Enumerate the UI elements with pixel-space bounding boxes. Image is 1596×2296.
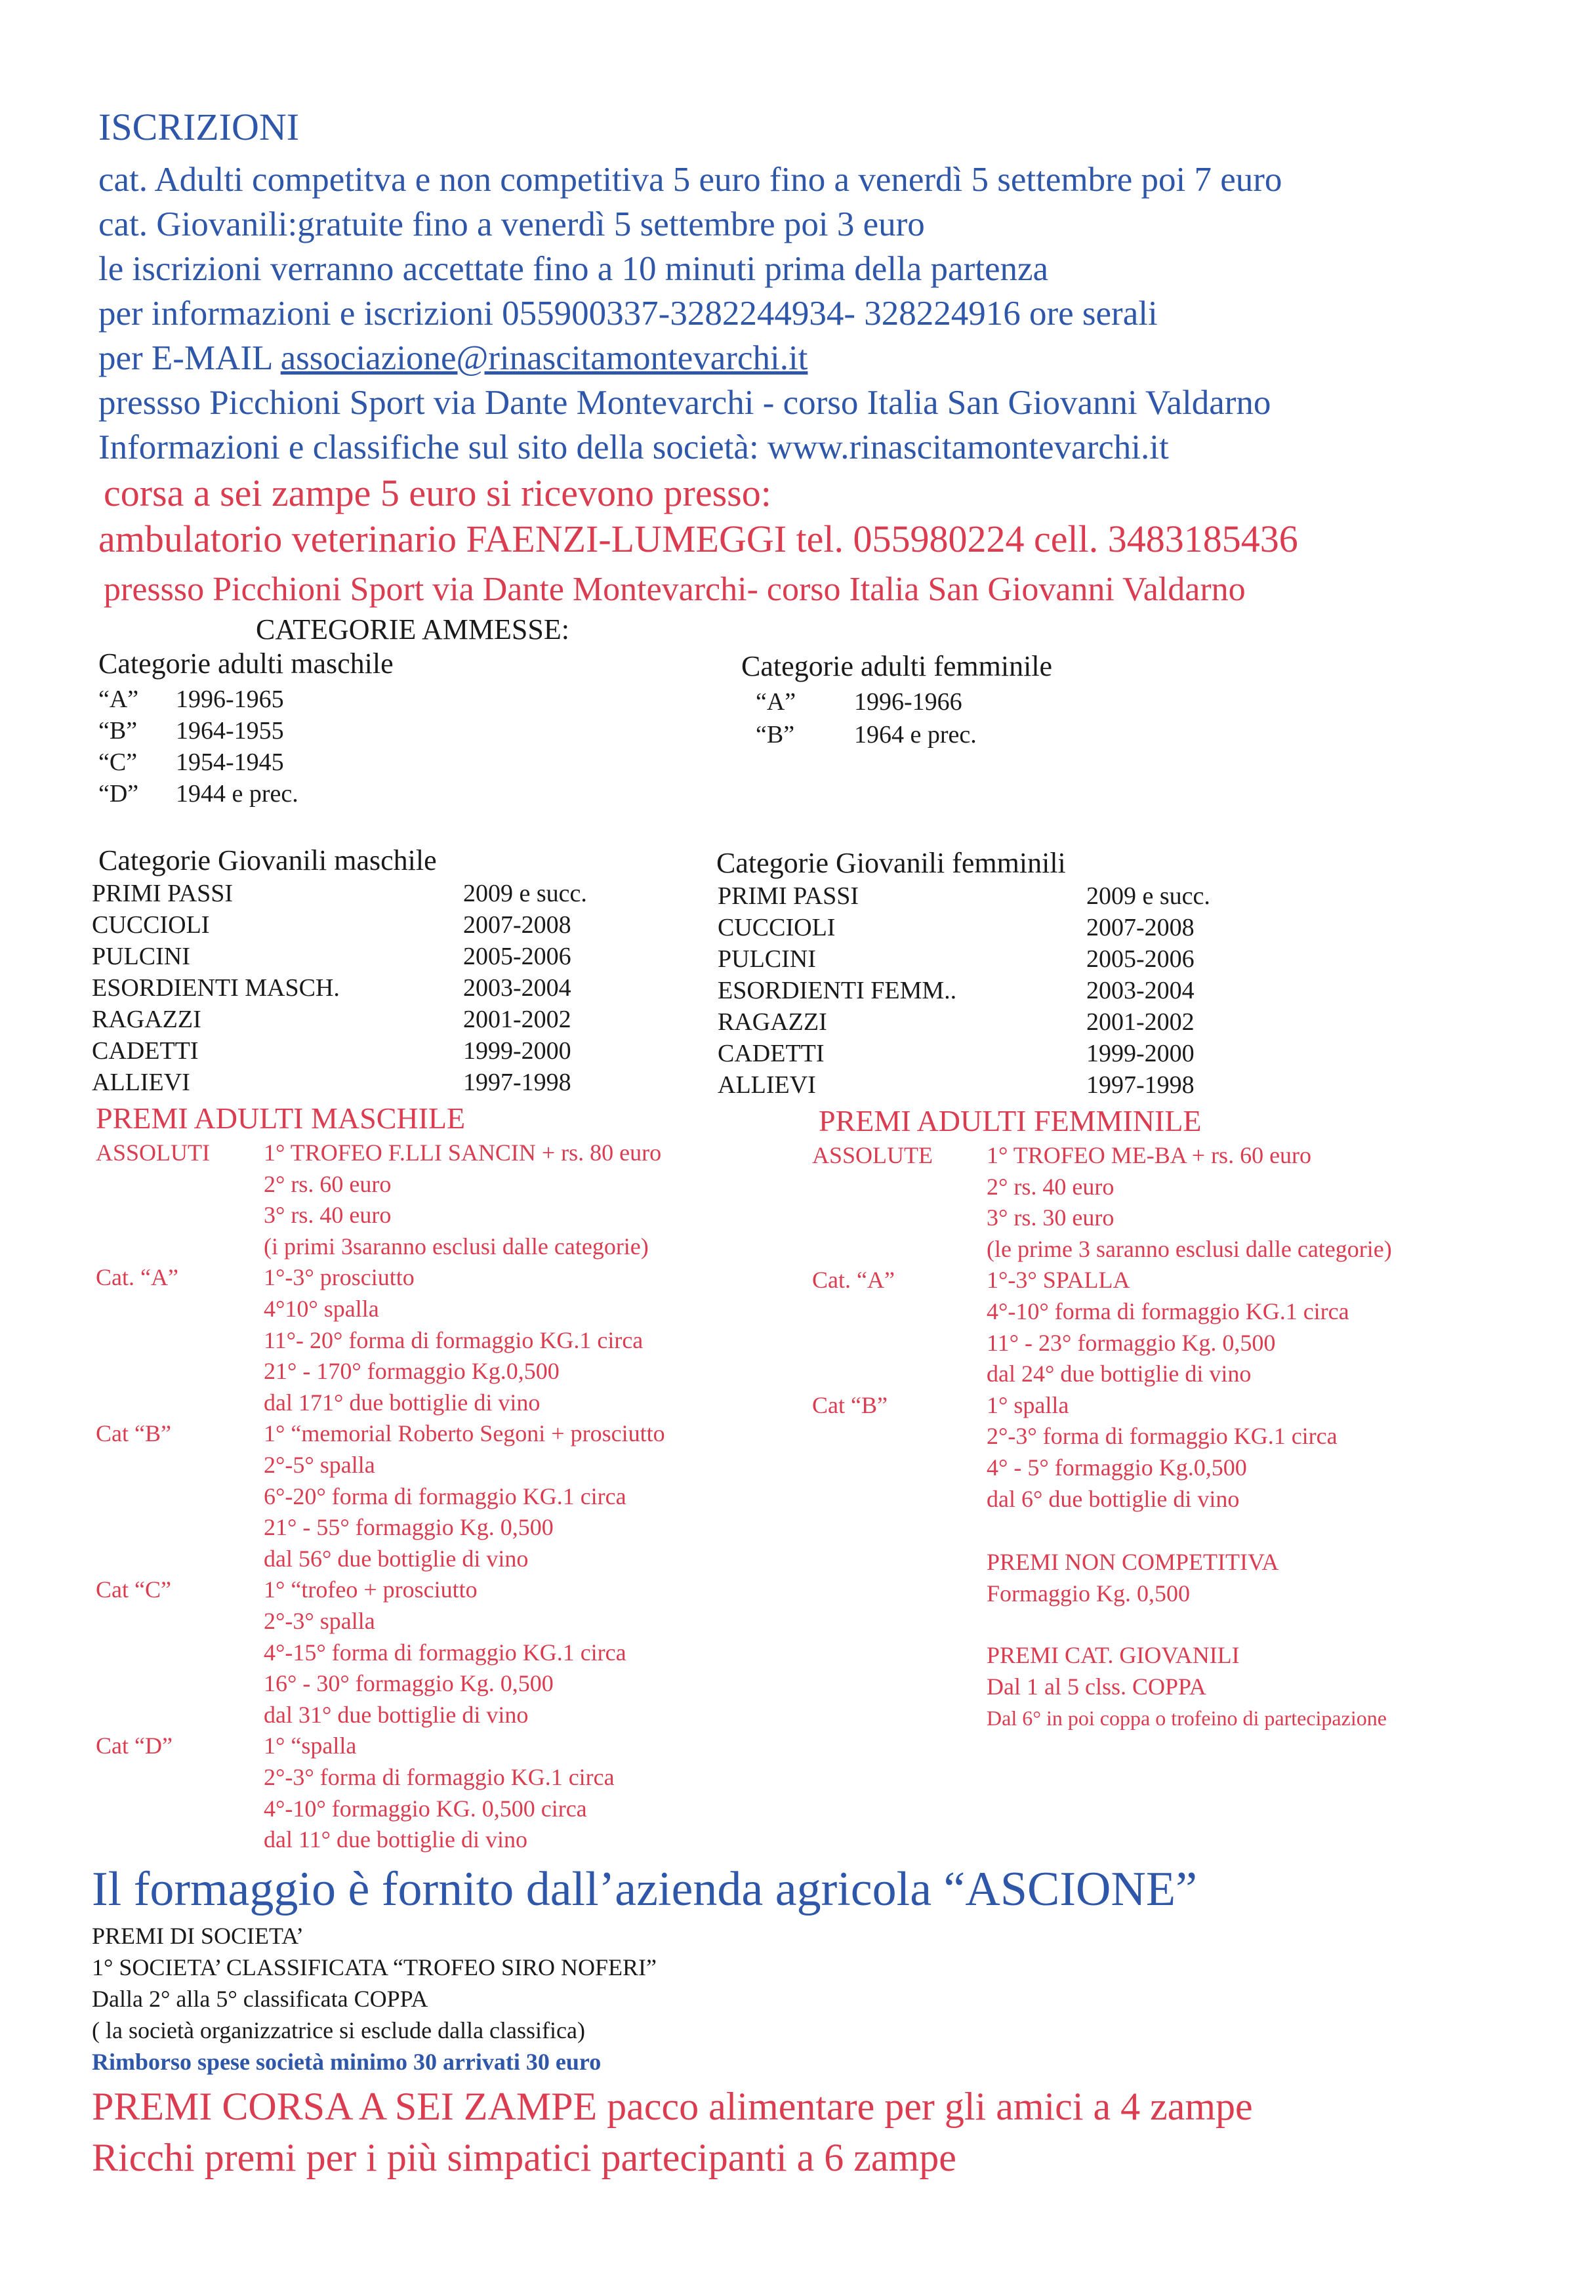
prize-category-label: Cat “C” bbox=[96, 1576, 171, 1603]
sei-zampe-line-2: ambulatorio veterinario FAENZI-LUMEGGI tel. 055980224 cell. 3483185436 bbox=[98, 518, 1298, 560]
prize-item: 1°-3° SPALLA bbox=[987, 1267, 1130, 1294]
prize-category-label: Cat “B” bbox=[96, 1420, 171, 1447]
email-link[interactable]: associazione@rinascitamontevarchi.it bbox=[280, 339, 808, 377]
prize-item: 2°-3° forma di formaggio KG.1 circa bbox=[264, 1764, 615, 1790]
sei-zampe-premi-2: Ricchi premi per i più simpatici partecipanti a 6 zampe bbox=[92, 2136, 956, 2179]
prize-item: (i primi 3saranno esclusi dalle categorie) bbox=[264, 1233, 649, 1260]
email-prefix: per E-MAIL bbox=[98, 339, 281, 377]
email-line bbox=[98, 339, 808, 377]
prize-item: 4°10° spalla bbox=[264, 1296, 379, 1322]
prize-item: 2° rs. 60 euro bbox=[264, 1170, 392, 1197]
flyer-page: ISCRIZIONI cat. Adulti competitva e non competitiva 5 euro fino a venerdì 5 settembre poi 7 euro cat. Giovanili:gratuite fino a venerdì 5 settembre poi 3 euro le iscrizioni verranno accettate fino a 10 minuti prima della partenza per informazioni e iscrizioni 055900337-3282244934- 328224916 ore serali per E-MAIL associazione@rinascitamontevarchi.it pressso Picchioni Sport via Dante Montevarchi - corso Italia San Giovanni Valdarno Informazioni e classifiche sul sito della società: www.rinascitamontevarchi.it corsa a sei zampe 5 euro si ricevono presso: ambulatorio veterinario FAENZI-LUMEGGI tel. 055980224 cell. 3483185436 pressso Picchioni Sport via Dante Montevarchi- corso Italia San Giovanni Valdarno CATEGORIE AMMESSE: Categorie adulti maschile “A” 1996-1965 “B” 1964-1955 “C” 1954-1945 “D” 1944 e prec. Categorie adulti femminile “A” 1996-1966 “B” 1964 e prec. Categorie Giovanili maschile PRIMI PASSI 2009 e succ. CUCCIOLI 2007-2008 PULCINI 2005-2006 ESORDIENTI MASCH. 2003-2004 RAGAZZI 2001-2002 CADETTI 1999-2000 ALLIEVI 1997-1998 Categorie Giovanili femminili PRIMI PASSI 2009 e succ. CUCCIOLI 2007-2008 PULCINI 2005-2006 ESORDIENTI FEMM.. 2003-2004 RAGAZZI 2001-2002 CADETTI 1999-2000 ALLIEVI 1997-1998 PREMI ADULTI MASCHILE ASSOLUTI 1° TROFEO F.LLI SANCIN + rs. 80 euro 2° rs. 60 euro 3° rs. 40 euro (i primi 3saranno esclusi dalle categorie) Cat. “A” 1°-3° prosciutto 4°10° spalla 11°- 20° forma di formaggio KG.1 circa 21° - 170° formaggio Kg.0,500 dal 171° due bottiglie di vino Cat “B” 1° “memorial Roberto Segoni + prosciutto 2°-5° spalla 6°-20° forma di formaggio KG.1 circa 21° - 55° formaggio Kg. 0,500 dal 56° due bottiglie di vino Cat “C” 1° “trofeo + prosciutto 2°-3° spalla 4°-15° forma di formaggio KG.1 circa 16° - 30° formaggio Kg. 0,500 dal 31° due bottiglie di vino Cat “D” 1° “spalla 2°-3° forma di formaggio KG.1 circa 4°-10° formaggio KG. 0,500 circa dal 11° due bottiglie di vino PREMI ADULTI FEMMINILE ASSOLUTE 1° TROFEO ME-BA + rs. 60 euro 2° rs. 40 euro 3° rs. 30 euro (le prime 3 saranno esclusi dalle categorie) Cat. “A” 1°-3° SPALLA 4°-10° forma di formaggio KG.1 circa 11° - 23° formaggio Kg. 0,500 dal 24° due bottiglie di vino Cat “B” 1° spalla 2°-3° forma di formaggio KG.1 circa 4° - 5° formaggio Kg.0,500 dal 6° due bottiglie di vino PREMI NON COMPETITIVA Formaggio Kg. 0,500 PREMI CAT. GIOVANILI Dal 1 al 5 clss. COPPA Dal 6° in poi coppa o trofeino di partecipazione Il formaggio è fornito dall’azienda agricola “ASCIONE” PREMI DI SOCIETA’ 1° SOCIETA’ CLASSIFICATA “TROFEO SIRO NOFERI” Dalla 2° alla 5° classificata COPPA ( la società organizzatrice si esclude dalla classifica) Rimborso spese società minimo 30 arrivati 30 euro PREMI CORSA A SEI ZAMPE pacco alimentare per gli amici a 4 zampe Ricchi premi per i più simpatici partecipanti a 6 zampe bbox=[92, 106, 1392, 2179]
sei-zampe-line-1: corsa a sei zampe 5 euro si ricevono presso: bbox=[104, 472, 771, 514]
rimborso-line: Rimborso spese società minimo 30 arrivati 30 euro bbox=[92, 2049, 602, 2075]
iscrizioni-line-2: cat. Giovanili:gratuite fino a venerdì 5 settembre poi 3 euro bbox=[98, 205, 925, 243]
premi-non-competitiva-text: Formaggio Kg. 0,500 bbox=[987, 1580, 1190, 1607]
sei-zampe-premi-1: PREMI CORSA A SEI ZAMPE pacco alimentare per gli amici a 4 zampe bbox=[92, 2085, 1253, 2128]
prize-item: dal 56° due bottiglie di vino bbox=[264, 1545, 529, 1572]
societa-title: PREMI DI SOCIETA’ bbox=[92, 1923, 304, 1949]
iscrizioni-line-6: Informazioni e classifiche sul sito della società: www.rinascitamontevarchi.it bbox=[98, 428, 1169, 466]
prize-item: 2°-3° spalla bbox=[264, 1608, 375, 1634]
prize-item: (le prime 3 saranno esclusi dalle categorie) bbox=[987, 1235, 1392, 1262]
societa-line-1: 1° SOCIETA’ CLASSIFICATA “TROFEO SIRO NOFERI” bbox=[92, 1954, 657, 1980]
prize-item: 11° - 23° formaggio Kg. 0,500 bbox=[987, 1329, 1276, 1356]
prize-category-label: ASSOLUTI bbox=[96, 1139, 211, 1166]
prize-item: 21° - 170° formaggio Kg.0,500 bbox=[264, 1358, 560, 1385]
prize-category-label: Cat. “A” bbox=[96, 1264, 178, 1291]
prize-item: dal 31° due bottiglie di vino bbox=[264, 1701, 529, 1728]
premi-giovanili-text-1: Dal 1 al 5 clss. COPPA bbox=[987, 1673, 1206, 1700]
premi-maschili-heading: PREMI ADULTI MASCHILE bbox=[96, 1101, 466, 1135]
sei-zampe-line-3: pressso Picchioni Sport via Dante Montevarchi- corso Italia San Giovanni Valdarno bbox=[104, 571, 1246, 608]
adulti-maschile-heading: Categorie adulti maschile bbox=[98, 647, 394, 680]
prize-item: 3° rs. 30 euro bbox=[987, 1204, 1115, 1231]
iscrizioni-line-5: pressso Picchioni Sport via Dante Montevarchi - corso Italia San Giovanni Valdarno bbox=[98, 384, 1271, 422]
giovanili-femminili-heading: Categorie Giovanili femminili bbox=[716, 847, 1066, 879]
adulti-femminile-heading: Categorie adulti femminile bbox=[741, 650, 1053, 682]
prize-item: 1°-3° prosciutto bbox=[264, 1264, 415, 1291]
categorie-title: CATEGORIE AMMESSE: bbox=[256, 613, 569, 646]
societa-line-2: Dalla 2° alla 5° classificata COPPA bbox=[92, 1986, 428, 2012]
formaggio-line: Il formaggio è fornito dall’azienda agricola “ASCIONE” bbox=[92, 1862, 1197, 1916]
prize-item: 1° “memorial Roberto Segoni + prosciutto bbox=[264, 1420, 665, 1447]
prize-item: 4°-10° forma di formaggio KG.1 circa bbox=[987, 1298, 1349, 1324]
premi-femminili-heading: PREMI ADULTI FEMMINILE bbox=[819, 1104, 1202, 1138]
premi-giovanili-heading: PREMI CAT. GIOVANILI bbox=[987, 1642, 1240, 1668]
iscrizioni-line-4: per informazioni e iscrizioni 055900337-3282244934- 328224916 ore serali bbox=[98, 295, 1158, 333]
prize-item: 1° “spalla bbox=[264, 1732, 357, 1759]
iscrizioni-line-1: cat. Adulti competitva e non competitiva 5 euro fino a venerdì 5 settembre poi 7 euro bbox=[98, 161, 1282, 199]
prize-item: 1° TROFEO ME-BA + rs. 60 euro bbox=[987, 1142, 1312, 1168]
prize-item: 16° - 30° formaggio Kg. 0,500 bbox=[264, 1670, 554, 1697]
prize-item: 21° - 55° formaggio Kg. 0,500 bbox=[264, 1514, 554, 1541]
prize-item: dal 11° due bottiglie di vino bbox=[264, 1826, 528, 1853]
prize-item: 3° rs. 40 euro bbox=[264, 1202, 392, 1229]
prize-item: 4° - 5° formaggio Kg.0,500 bbox=[987, 1454, 1247, 1481]
premi-giovanili-text-2: Dal 6° in poi coppa o trofeino di partecipazione bbox=[987, 1706, 1387, 1730]
prize-category-label: Cat “B” bbox=[812, 1391, 888, 1418]
prize-item: dal 24° due bottiglie di vino bbox=[987, 1361, 1252, 1387]
prize-category-label: ASSOLUTE bbox=[812, 1142, 933, 1168]
societa-line-3: ( la società organizzatrice si esclude dalla classifica) bbox=[92, 2017, 585, 2043]
prize-item: 6°-20° forma di formaggio KG.1 circa bbox=[264, 1483, 626, 1509]
prize-category-label: Cat “D” bbox=[96, 1732, 173, 1759]
iscrizioni-line-3: le iscrizioni verranno accettate fino a 10 minuti prima della partenza bbox=[98, 250, 1049, 288]
prize-item: 1° “trofeo + prosciutto bbox=[264, 1576, 478, 1603]
prize-item: 1° TROFEO F.LLI SANCIN + rs. 80 euro bbox=[264, 1139, 662, 1166]
prize-item: 1° spalla bbox=[987, 1391, 1069, 1418]
prize-item: 2°-5° spalla bbox=[264, 1452, 375, 1478]
prize-item: 2°-3° forma di formaggio KG.1 circa bbox=[987, 1423, 1338, 1450]
prize-item: 4°-10° formaggio KG. 0,500 circa bbox=[264, 1795, 587, 1822]
prize-category-label: Cat. “A” bbox=[812, 1267, 895, 1294]
premi-non-competitiva-heading: PREMI NON COMPETITIVA bbox=[987, 1549, 1279, 1575]
prize-item: 4°-15° forma di formaggio KG.1 circa bbox=[264, 1639, 626, 1666]
iscrizioni-title: ISCRIZIONI bbox=[98, 106, 300, 148]
prize-item: 11°- 20° forma di formaggio KG.1 circa bbox=[264, 1326, 644, 1353]
giovanili-maschile-heading: Categorie Giovanili maschile bbox=[98, 844, 437, 876]
prize-item: dal 6° due bottiglie di vino bbox=[987, 1485, 1240, 1512]
prize-item: dal 171° due bottiglie di vino bbox=[264, 1389, 541, 1416]
prize-item: 2° rs. 40 euro bbox=[987, 1173, 1115, 1200]
